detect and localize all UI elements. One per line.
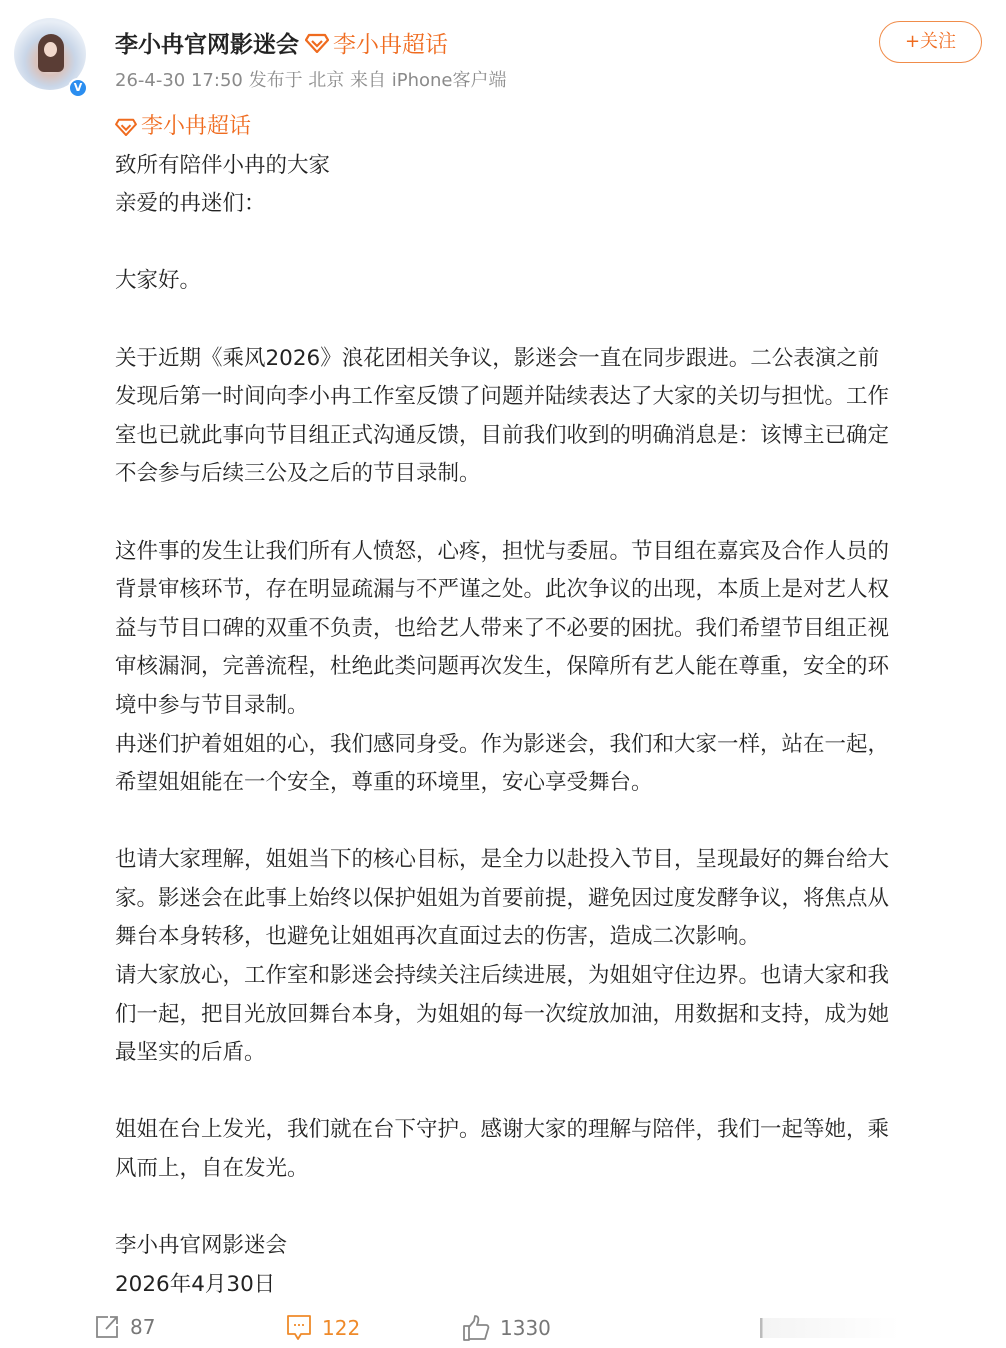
body-line: 致所有陪伴小冉的大家 (115, 152, 331, 178)
body-line: 请大家放心，工作室和影迷会持续关注后续进展，为姐姐守住边界。也请大家和我 (115, 963, 890, 989)
comment-count: 122 (322, 1316, 361, 1340)
body-line: 家。影迷会在此事上始终以保护姐姐为首要前提，避免因过度发酵争议，将焦点从 (115, 885, 890, 911)
body-line: 姐姐在台上发光，我们就在台下守护。感谢大家的理解与陪伴，我们一起等她，乘 (115, 1117, 890, 1143)
more-area-fade (760, 1318, 900, 1338)
repost-count: 87 (130, 1315, 156, 1339)
body-line: 希望姐姐能在一个安全，尊重的环境里，安心享受舞台。 (115, 770, 653, 796)
body-line (115, 1189, 985, 1228)
avatar-face-art (44, 42, 57, 57)
body-line (115, 803, 985, 842)
body-line (115, 224, 985, 263)
body-line: 益与节目口碑的双重不负责，也给艺人带来了不必要的困扰。我们希望节目组正视 (115, 615, 890, 641)
body-line: 室也已就此事向节目组正式沟通反馈，目前我们收到的明确消息是：该博主已确定 (115, 422, 890, 448)
post-meta: 26-4-30 17:50 发布于 北京 来自 iPhone客户端 (115, 70, 507, 91)
body-line: 审核漏洞，完善流程，杜绝此类问题再次发生，保障所有艺人能在尊重，安全的环 (115, 654, 890, 680)
body-line: 舞台本身转移，也避免让姐姐再次直面过去的伤害，造成二次影响。 (115, 924, 761, 950)
body-line (115, 1073, 985, 1112)
body-line: 2026年4月30日 (115, 1271, 276, 1297)
comment-button[interactable] (286, 1314, 360, 1342)
content-topic-label: 李小冉超话 (141, 114, 252, 139)
body-line: 发现后第一时间向李小冉工作室反馈了问题并陆续表达了大家的关切与担忧。工作 (115, 384, 890, 410)
diamond-icon (305, 33, 329, 53)
body-line: 最坚实的后盾。 (115, 1040, 266, 1066)
repost-button[interactable] (94, 1314, 155, 1340)
verified-icon: V (68, 78, 88, 98)
body-line: 也请大家理解，姐姐当下的核心目标，是全力以赴投入节目，呈现最好的舞台给大 (115, 847, 890, 873)
follow-button[interactable]: +关注 (879, 21, 982, 63)
thumbs-up-icon (462, 1314, 490, 1342)
body-line: 风而上，自在发光。 (115, 1156, 309, 1182)
topic-label: 李小冉超话 (333, 32, 448, 58)
body-line: 李小冉官网影迷会 (115, 1233, 288, 1259)
body-line: 大家好。 (115, 268, 202, 294)
repost-icon (94, 1314, 120, 1340)
post-content (115, 108, 985, 1304)
body-line: 们一起，把目光放回舞台本身，为姐姐的每一次绽放加油，用数据和支持，成为她 (115, 1001, 890, 1027)
author-name[interactable]: 李小冉官网影迷会 (115, 32, 299, 58)
like-count: 1330 (500, 1316, 551, 1340)
body-line: 关于近期《乘风2026》浪花团相关争议，影迷会一直在同步跟进。二公表演之前 (115, 345, 880, 371)
body-line: 背景审核环节，存在明显疏漏与不严谨之处。此次争议的出现，本质上是对艺人权 (115, 577, 890, 603)
comment-icon (286, 1314, 312, 1342)
body-line: 这件事的发生让我们所有人愤怒，心疼，担忧与委屈。节目组在嘉宾及合作人员的 (115, 538, 890, 564)
body-line: 亲爱的冉迷们： (115, 191, 266, 217)
post-header (115, 26, 448, 59)
like-button[interactable] (462, 1314, 551, 1342)
body-line: 冉迷们护着姐姐的心，我们感同身受。作为影迷会，我们和大家一样，站在一起， (115, 731, 890, 757)
topic-link[interactable] (305, 26, 448, 59)
body-line: 不会参与后续三公及之后的节目录制。 (115, 461, 481, 487)
body-line (115, 494, 985, 533)
body-line (115, 301, 985, 340)
diamond-icon (115, 118, 137, 136)
post-body (115, 147, 985, 1305)
content-topic-link[interactable] (115, 108, 251, 147)
body-line: 境中参与节目录制。 (115, 692, 309, 718)
